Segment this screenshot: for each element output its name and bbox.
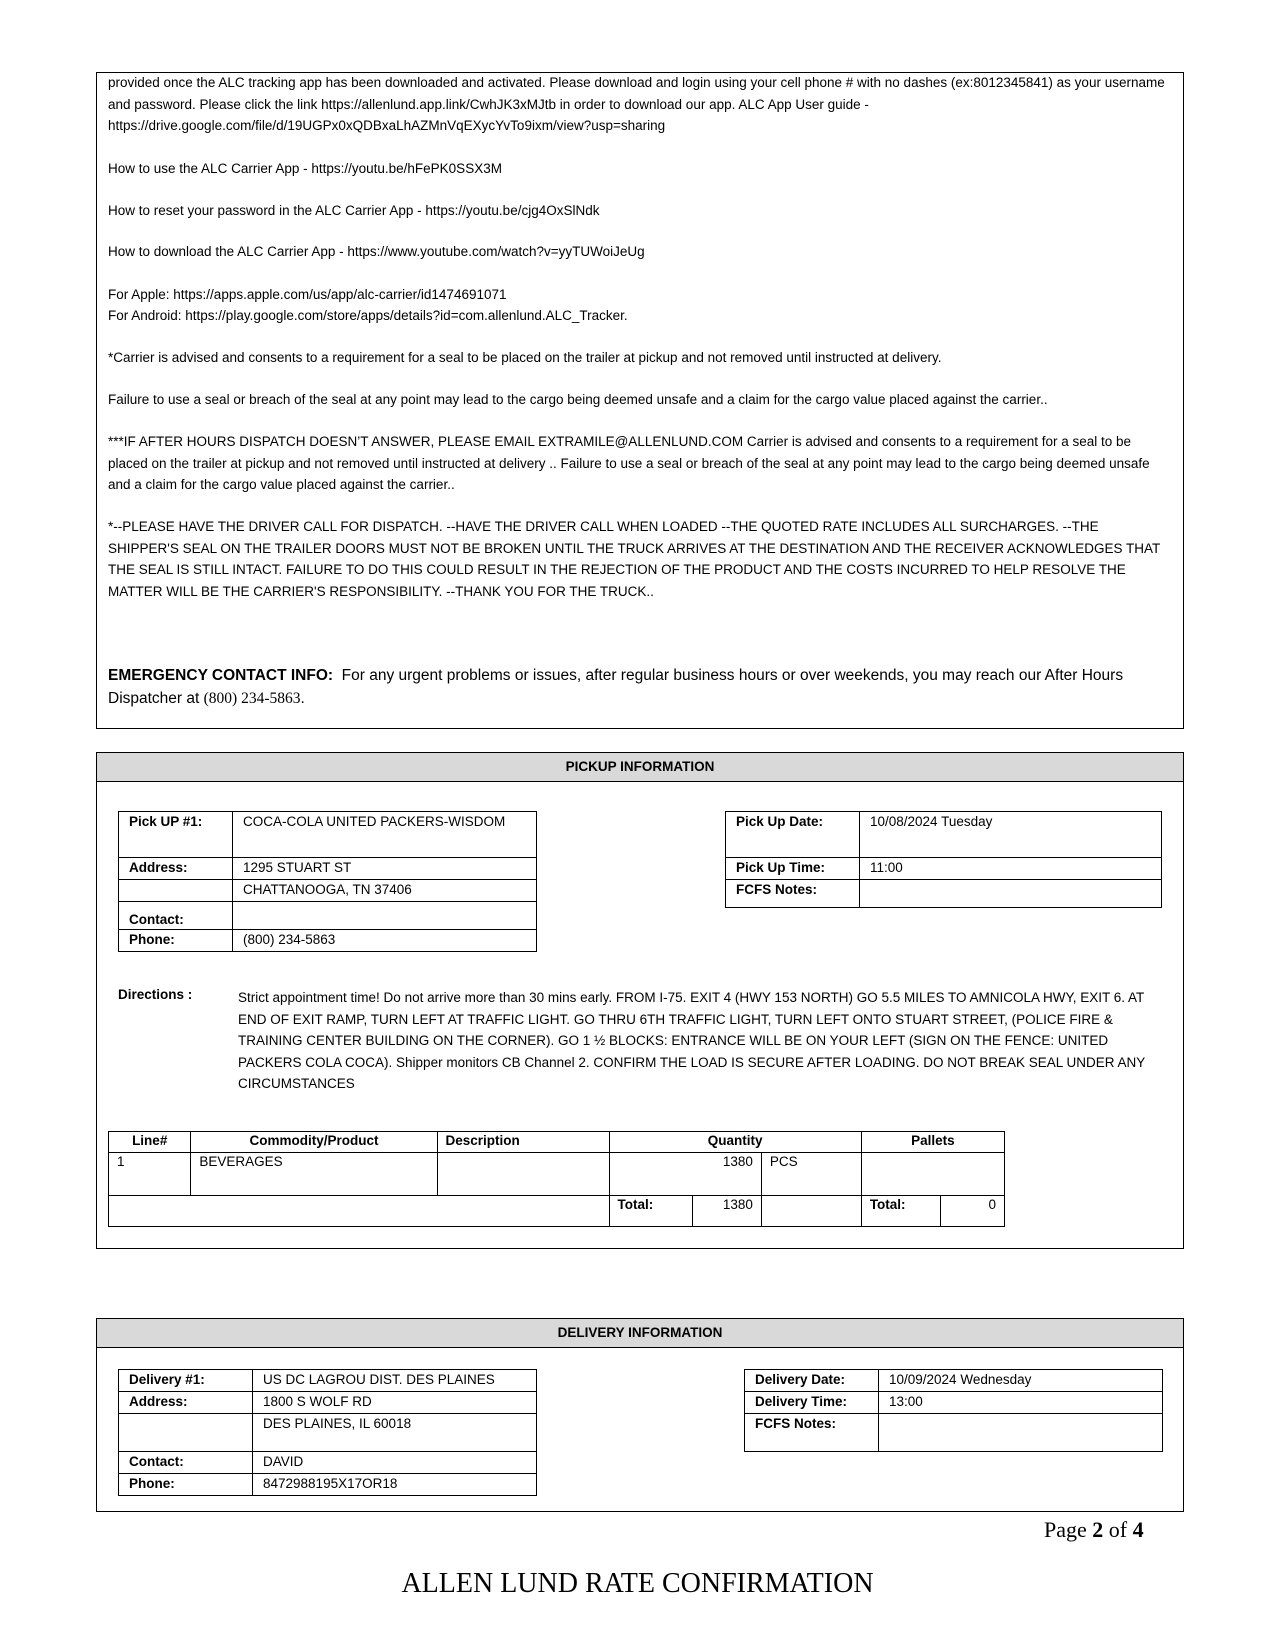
pickup-location-table: [118, 811, 537, 952]
delivery-location-table: [118, 1369, 537, 1496]
page-of: of: [1103, 1517, 1133, 1542]
delivery-time-label: Delivery Time:: [745, 1392, 879, 1414]
quantity-value: 1380: [609, 1153, 761, 1196]
directions-text: Strict appointment time! Do not arrive more than 30 mins early. FROM I-75. EXIT 4 (HWY 153 NORTH) GO 5.5 MILES TO AMNICOLA HWY, EXIT 6. AT END OF EXIT RAMP, TURN LEFT AT TRAFFIC LIGHT. GO THRU 6TH TRAFFIC LIGHT, TURN LEFT ONTO STUART STREET, (POLICE FIRE & TRAINING CENTER BUILDING ON THE CORNER). GO 1 ½ BLOCKS: ENTRANCE WILL BE ON YOUR LEFT (SIGN ON THE FENCE: UNITED PACKERS COLA COCA). Shipper monitors CB Channel 2. CONFIRM THE LOAD IS SECURE AFTER LOADING. DO NOT BREAK SEAL UNDER ANY CIRCUMSTANCES: [238, 990, 1146, 1091]
page-total: 4: [1132, 1517, 1144, 1542]
delivery-time-value: 13:00: [879, 1392, 1163, 1414]
pickup-phone-label: Phone:: [119, 930, 233, 952]
notes-seal-requirement: *Carrier is advised and consents to a requirement for a seal to be placed on the trailer at pickup and not removed until instructed at delivery.: [108, 350, 942, 365]
pickup-date-label: Pick Up Date:: [726, 812, 860, 858]
pickup-contact-label: Contact:: [119, 902, 233, 930]
pickup-address-blank: [119, 880, 233, 902]
product-name: BEVERAGES: [191, 1153, 437, 1196]
delivery-address-line2: DES PLAINES, IL 60018: [253, 1414, 537, 1452]
pallets-value: [861, 1153, 1004, 1196]
pickup-phone-value: (800) 234-5863: [233, 930, 537, 952]
table-row: [109, 1153, 1005, 1196]
pickup-time-value: 11:00: [860, 858, 1162, 880]
emergency-contact-info: [108, 664, 1168, 710]
delivery-address-blank: [119, 1414, 253, 1452]
delivery-address-line1: 1800 S WOLF RD: [253, 1392, 537, 1414]
notes-android-link: For Android: https://play.google.com/store/apps/details?id=com.allenlund.ALC_Tracker.: [108, 308, 628, 323]
pickup-address-label: Address:: [119, 858, 233, 880]
page-current: 2: [1092, 1517, 1104, 1542]
emergency-label: EMERGENCY CONTACT INFO:: [108, 667, 334, 684]
totals-blank: [109, 1196, 610, 1227]
pickup-fcfs-value: [860, 880, 1162, 908]
pallets-total-value: 0: [941, 1196, 1005, 1227]
emergency-text: For any urgent problems or issues, after regular business hours or over weekends, you may reach our After Hours Dispatcher at: [108, 667, 1128, 707]
pickup-time-label: Pick Up Time:: [726, 858, 860, 880]
page-number: [1044, 1517, 1144, 1543]
commodity-table: [108, 1131, 1005, 1227]
notes-after-hours: ***IF AFTER HOURS DISPATCH DOESN’T ANSWER, PLEASE EMAIL EXTRAMILE@ALLENLUND.COM Carrier is advised and consents to a requirement for a seal to be placed on the trailer at pickup and not removed until instructed at delivery .. Failure to use a seal or breach of the seal at any point may lead to the cargo being deemed unsafe and a claim for the cargo value placed against the carrier..: [108, 434, 1154, 492]
totals-row: [109, 1196, 1005, 1227]
product-description: [437, 1153, 609, 1196]
pickup-date-value: 10/08/2024 Tuesday: [860, 812, 1162, 858]
delivery-section: [96, 1318, 1184, 1512]
delivery-schedule-table: [744, 1369, 1163, 1452]
delivery-contact-value: DAVID: [253, 1452, 537, 1474]
pickup-name: COCA-COLA UNITED PACKERS-WISDOM: [233, 812, 537, 858]
delivery-name: US DC LAGROU DIST. DES PLAINES: [253, 1370, 537, 1392]
notes-driver-instructions: *--PLEASE HAVE THE DRIVER CALL FOR DISPATCH. --HAVE THE DRIVER CALL WHEN LOADED --THE QUOTED RATE INCLUDES ALL SURCHARGES. --THE SHIPPER'S SEAL ON THE TRAILER DOORS MUST NOT BE BROKEN UNTIL THE TRUCK ARRIVES AT THE DESTINATION AND THE RECEIVER ACKNOWLEDGES THAT THE SEAL IS STILL INTACT. FAILURE TO DO THIS COULD RESULT IN THE REJECTION OF THE PRODUCT AND THE COSTS INCURRED TO HELP RESOLVE THE MATTER WILL BE THE CARRIER'S RESPONSIBILITY. --THANK YOU FOR THE TRUCK..: [108, 519, 1164, 599]
page-prefix: Page: [1044, 1517, 1093, 1542]
pickup-schedule-table: [725, 811, 1162, 908]
col-pallets: Pallets: [861, 1132, 1004, 1153]
delivery-address-label: Address:: [119, 1392, 253, 1414]
delivery-phone-value: 8472988195X17OR18: [253, 1474, 537, 1496]
document-title: ALLEN LUND RATE CONFIRMATION: [401, 1568, 874, 1599]
notes-reset-password-link: How to reset your password in the ALC Carrier App - https://youtu.be/cjg4OxSlNdk: [108, 203, 600, 218]
pickup-section-title: PICKUP INFORMATION: [97, 753, 1183, 782]
quantity-total-value: 1380: [692, 1196, 761, 1227]
quantity-unit: PCS: [761, 1153, 861, 1196]
notes-how-to-use-link: How to use the ALC Carrier App - https://youtu.be/hFePK0SSX3M: [108, 161, 502, 176]
delivery-phone-label: Phone:: [119, 1474, 253, 1496]
quantity-total-label: Total:: [609, 1196, 692, 1227]
notes-seal-failure: Failure to use a seal or breach of the seal at any point may lead to the cargo being deemed unsafe and a claim for the cargo value placed against the carrier..: [108, 392, 1048, 407]
pickup-section: [96, 752, 1184, 1249]
notes-app-instructions: provided once the ALC tracking app has been downloaded and activated. Please download and login using your cell phone # with no dashes (ex:8012345841) as your username and password. Please click the link https://allenlund.app.link/CwhJK3xMJtb in order to download our app. ALC App User guide - https://drive.google.com/file/d/19UGPx0xQDBxaLhAZMnVqEXycYvTo9ixm/view?usp=sharing: [108, 75, 1169, 133]
notes-download-link: How to download the ALC Carrier App - https://www.youtube.com/watch?v=yyTUWoiJeUg: [108, 244, 645, 259]
delivery-date-label: Delivery Date:: [745, 1370, 879, 1392]
col-commodity: Commodity/Product: [191, 1132, 437, 1153]
delivery-label: Delivery #1:: [119, 1370, 253, 1392]
pickup-contact-value: [233, 902, 537, 930]
quantity-total-blank: [761, 1196, 861, 1227]
pickup-address-line1: 1295 STUART ST: [233, 858, 537, 880]
pickup-label: Pick UP #1:: [119, 812, 233, 858]
notes-apple-link: For Apple: https://apps.apple.com/us/app/alc-carrier/id1474691071: [108, 287, 507, 302]
delivery-contact-label: Contact:: [119, 1452, 253, 1474]
pickup-fcfs-label: FCFS Notes:: [726, 880, 860, 908]
delivery-fcfs-value: [879, 1414, 1163, 1452]
delivery-fcfs-label: FCFS Notes:: [745, 1414, 879, 1452]
emergency-end: .: [300, 690, 305, 707]
line-number: 1: [109, 1153, 191, 1196]
col-description: Description: [437, 1132, 609, 1153]
col-line: Line#: [109, 1132, 191, 1153]
delivery-section-title: DELIVERY INFORMATION: [97, 1319, 1183, 1348]
emergency-phone: (800) 234-5863: [203, 690, 301, 707]
delivery-date-value: 10/09/2024 Wednesday: [879, 1370, 1163, 1392]
col-quantity: Quantity: [609, 1132, 861, 1153]
directions-label: Directions :: [118, 987, 193, 1002]
pickup-address-line2: CHATTANOOGA, TN 37406: [233, 880, 537, 902]
pallets-total-label: Total:: [861, 1196, 940, 1227]
